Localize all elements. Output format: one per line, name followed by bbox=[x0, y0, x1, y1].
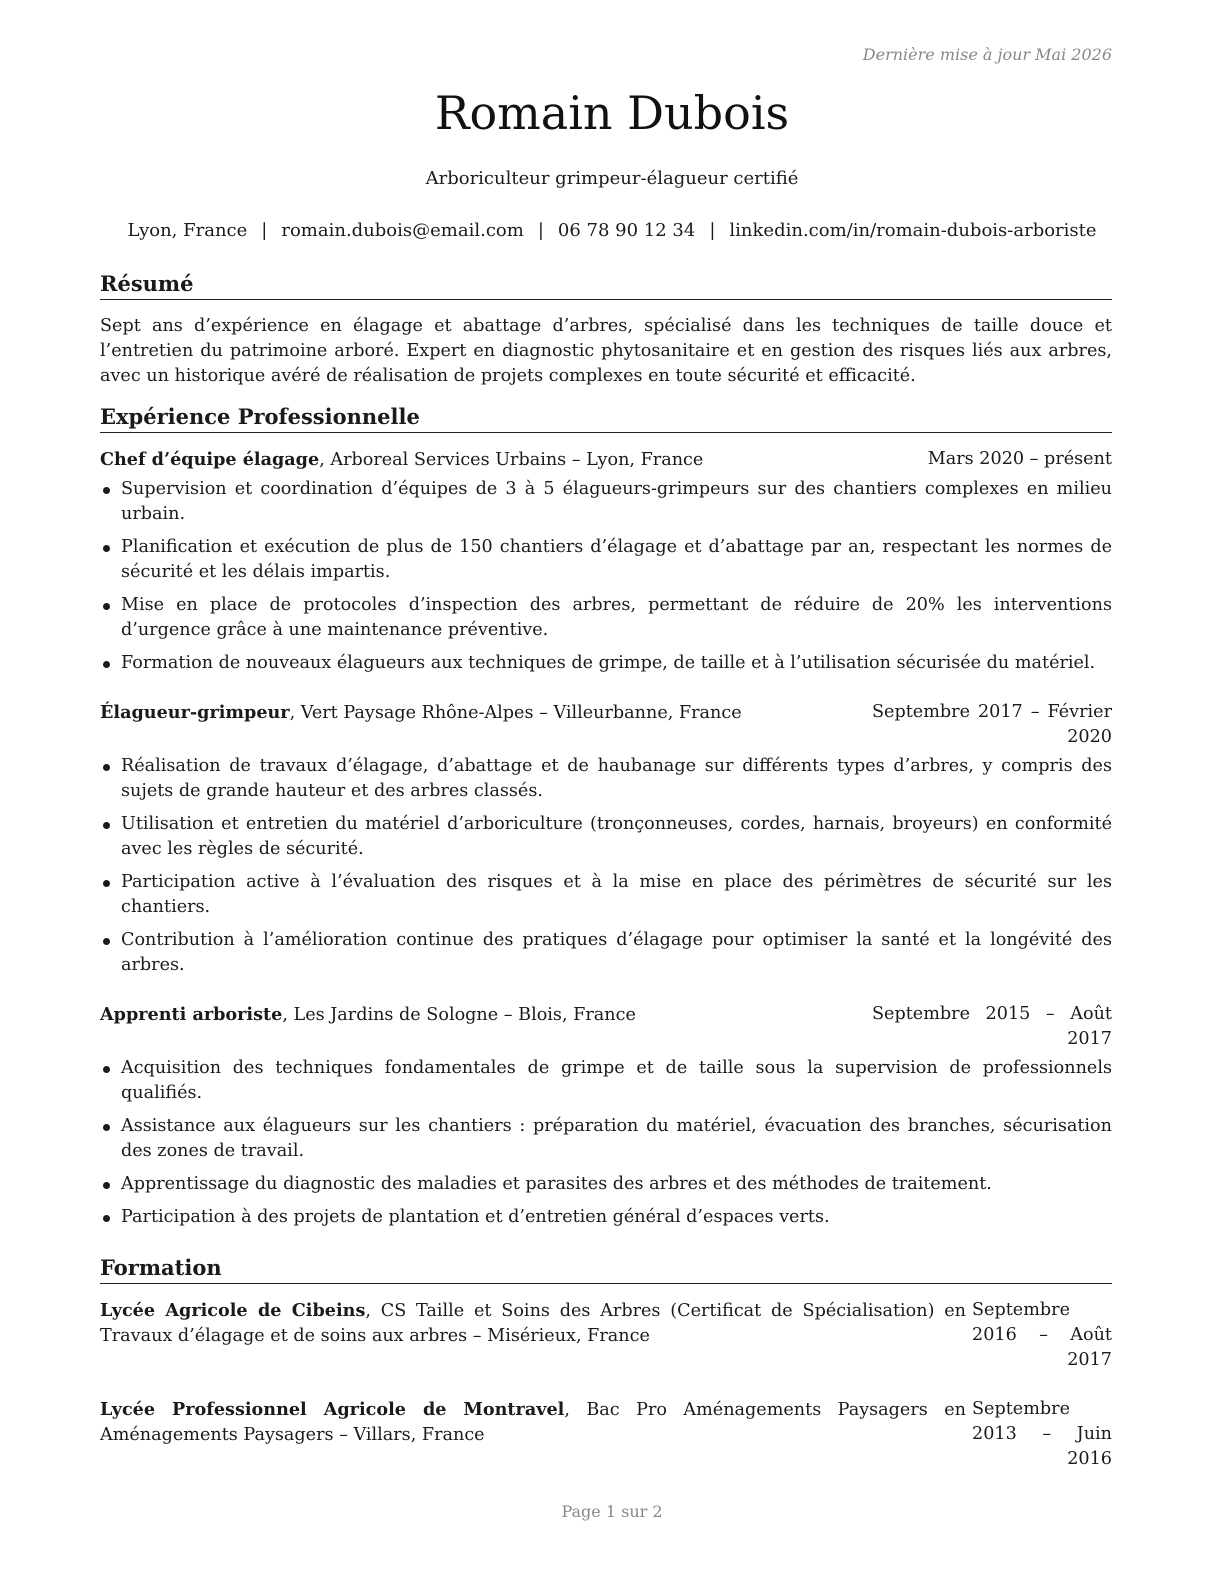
list-item: Participation à des projets de plantation et d’entretien général d’espaces verts. bbox=[100, 1205, 1112, 1230]
section-title-summary: Résumé bbox=[100, 270, 1112, 300]
resume-body bbox=[100, 270, 1112, 1496]
list-item: Apprentissage du diagnostic des maladies et parasites des arbres et des méthodes de traitement. bbox=[100, 1172, 1112, 1197]
list-item: Planification et exécution de plus de 150 chantiers d’élagage et d’abattage par an, respectant les normes de sécurité et les délais impartis. bbox=[100, 535, 1112, 585]
tagline: Arboriculteur grimpeur-élagueur certifié bbox=[425, 168, 799, 189]
candidate-name: Romain Dubois bbox=[434, 86, 790, 140]
contact-linkedin[interactable]: linkedin.com/in/romain-dubois-arboriste bbox=[729, 220, 1097, 241]
education-dates: Septembre 2016 – Août 2017 bbox=[972, 1300, 1112, 1370]
education-entry bbox=[100, 1397, 1112, 1472]
job-bullets bbox=[100, 477, 1112, 676]
separator: | bbox=[709, 220, 716, 241]
job-bullets bbox=[100, 754, 1112, 978]
education-entry bbox=[100, 1298, 1112, 1373]
list-item: Acquisition des techniques fondamentales de grimpe et de taille sous la supervision de professionnels qualifiés. bbox=[100, 1056, 1112, 1106]
job-header bbox=[100, 1002, 1112, 1052]
education-school: Lycée Agricole de Cibeins bbox=[100, 1300, 366, 1321]
separator: | bbox=[537, 220, 544, 241]
job-dates: Septembre 2017 – Février 2020 bbox=[872, 702, 1112, 747]
list-item: Réalisation de travaux d’élagage, d’abattage et de haubanage sur différents types d’arbres, y compris des sujets de grande hauteur et des arbres classés. bbox=[100, 754, 1112, 804]
last-updated: Dernière mise à jour Mai 2026 bbox=[862, 45, 1112, 64]
job-header bbox=[100, 700, 1112, 750]
education-detail: , CS Taille et Soins des Arbres (Certificat de Spécialisation) en Travaux d’élagage et de soins aux arbres – Misérieux, France bbox=[100, 1301, 967, 1346]
list-item: Participation active à l’évaluation des risques et à la mise en place des périmètres de sécurité sur les chantiers. bbox=[100, 870, 1112, 920]
job-entry bbox=[100, 447, 1112, 676]
job-entry bbox=[100, 1002, 1112, 1230]
contact-line bbox=[0, 220, 1224, 241]
list-item: Mise en place de protocoles d’inspection des arbres, permettant de réduire de 20% les interventions d’urgence grâce à une maintenance préventive. bbox=[100, 593, 1112, 643]
job-org: , Arboreal Services Urbains – Lyon, France bbox=[319, 450, 704, 470]
job-dates: Mars 2020 – présent bbox=[927, 449, 1112, 469]
job-role: Apprenti arboriste bbox=[100, 1004, 283, 1025]
job-dates: Septembre 2015 – Août 2017 bbox=[872, 1004, 1112, 1049]
contact-email[interactable]: romain.dubois@email.com bbox=[281, 220, 524, 241]
contact-phone[interactable]: 06 78 90 12 34 bbox=[557, 220, 696, 241]
job-org: , Vert Paysage Rhône-Alpes – Villeurbanne, France bbox=[289, 703, 742, 723]
list-item: Utilisation et entretien du matériel d’arboriculture (tronçonneuses, cordes, harnais, broyeurs) en conformité avec les règles de sécurité. bbox=[100, 812, 1112, 862]
section-title-experience: Expérience Professionnelle bbox=[100, 403, 1112, 433]
job-bullets bbox=[100, 1056, 1112, 1230]
education-detail: , Bac Pro Aménagements Paysagers en Aménagements Paysagers – Villars, France bbox=[100, 1400, 966, 1445]
contact-location: Lyon, France bbox=[127, 220, 248, 241]
separator: | bbox=[261, 220, 268, 241]
summary-text: Sept ans d’expérience en élagage et abattage d’arbres, spécialisé dans les techniques de taille douce et l’entretien du patrimoine arboré. Expert en diagnostic phytosanitaire et en gestion des risques liés aux arbres, avec un historique avéré de réalisation de projets complexes en toute sécurité et efficacité. bbox=[100, 316, 1112, 386]
education-dates: Septembre 2013 – Juin 2016 bbox=[972, 1399, 1112, 1469]
list-item: Assistance aux élagueurs sur les chantiers : préparation du matériel, évacuation des branches, sécurisation des zones de travail. bbox=[100, 1114, 1112, 1164]
job-header bbox=[100, 447, 1112, 473]
list-item: Contribution à l’amélioration continue des pratiques d’élagage pour optimiser la santé et la longévité des arbres. bbox=[100, 928, 1112, 978]
job-role: Chef d’équipe élagage bbox=[100, 449, 320, 470]
list-item: Formation de nouveaux élagueurs aux techniques de grimpe, de taille et à l’utilisation sécurisée du matériel. bbox=[100, 651, 1112, 676]
education-school: Lycée Professionnel Agricole de Montravel bbox=[100, 1399, 565, 1420]
job-org: , Les Jardins de Sologne – Blois, France bbox=[282, 1005, 636, 1025]
section-title-education: Formation bbox=[100, 1254, 1112, 1284]
list-item: Supervision et coordination d’équipes de 3 à 5 élagueurs-grimpeurs sur des chantiers complexes en milieu urbain. bbox=[100, 477, 1112, 527]
page-number: Page 1 sur 2 bbox=[561, 1502, 663, 1521]
job-role: Élagueur-grimpeur bbox=[100, 702, 290, 723]
job-entry bbox=[100, 700, 1112, 978]
